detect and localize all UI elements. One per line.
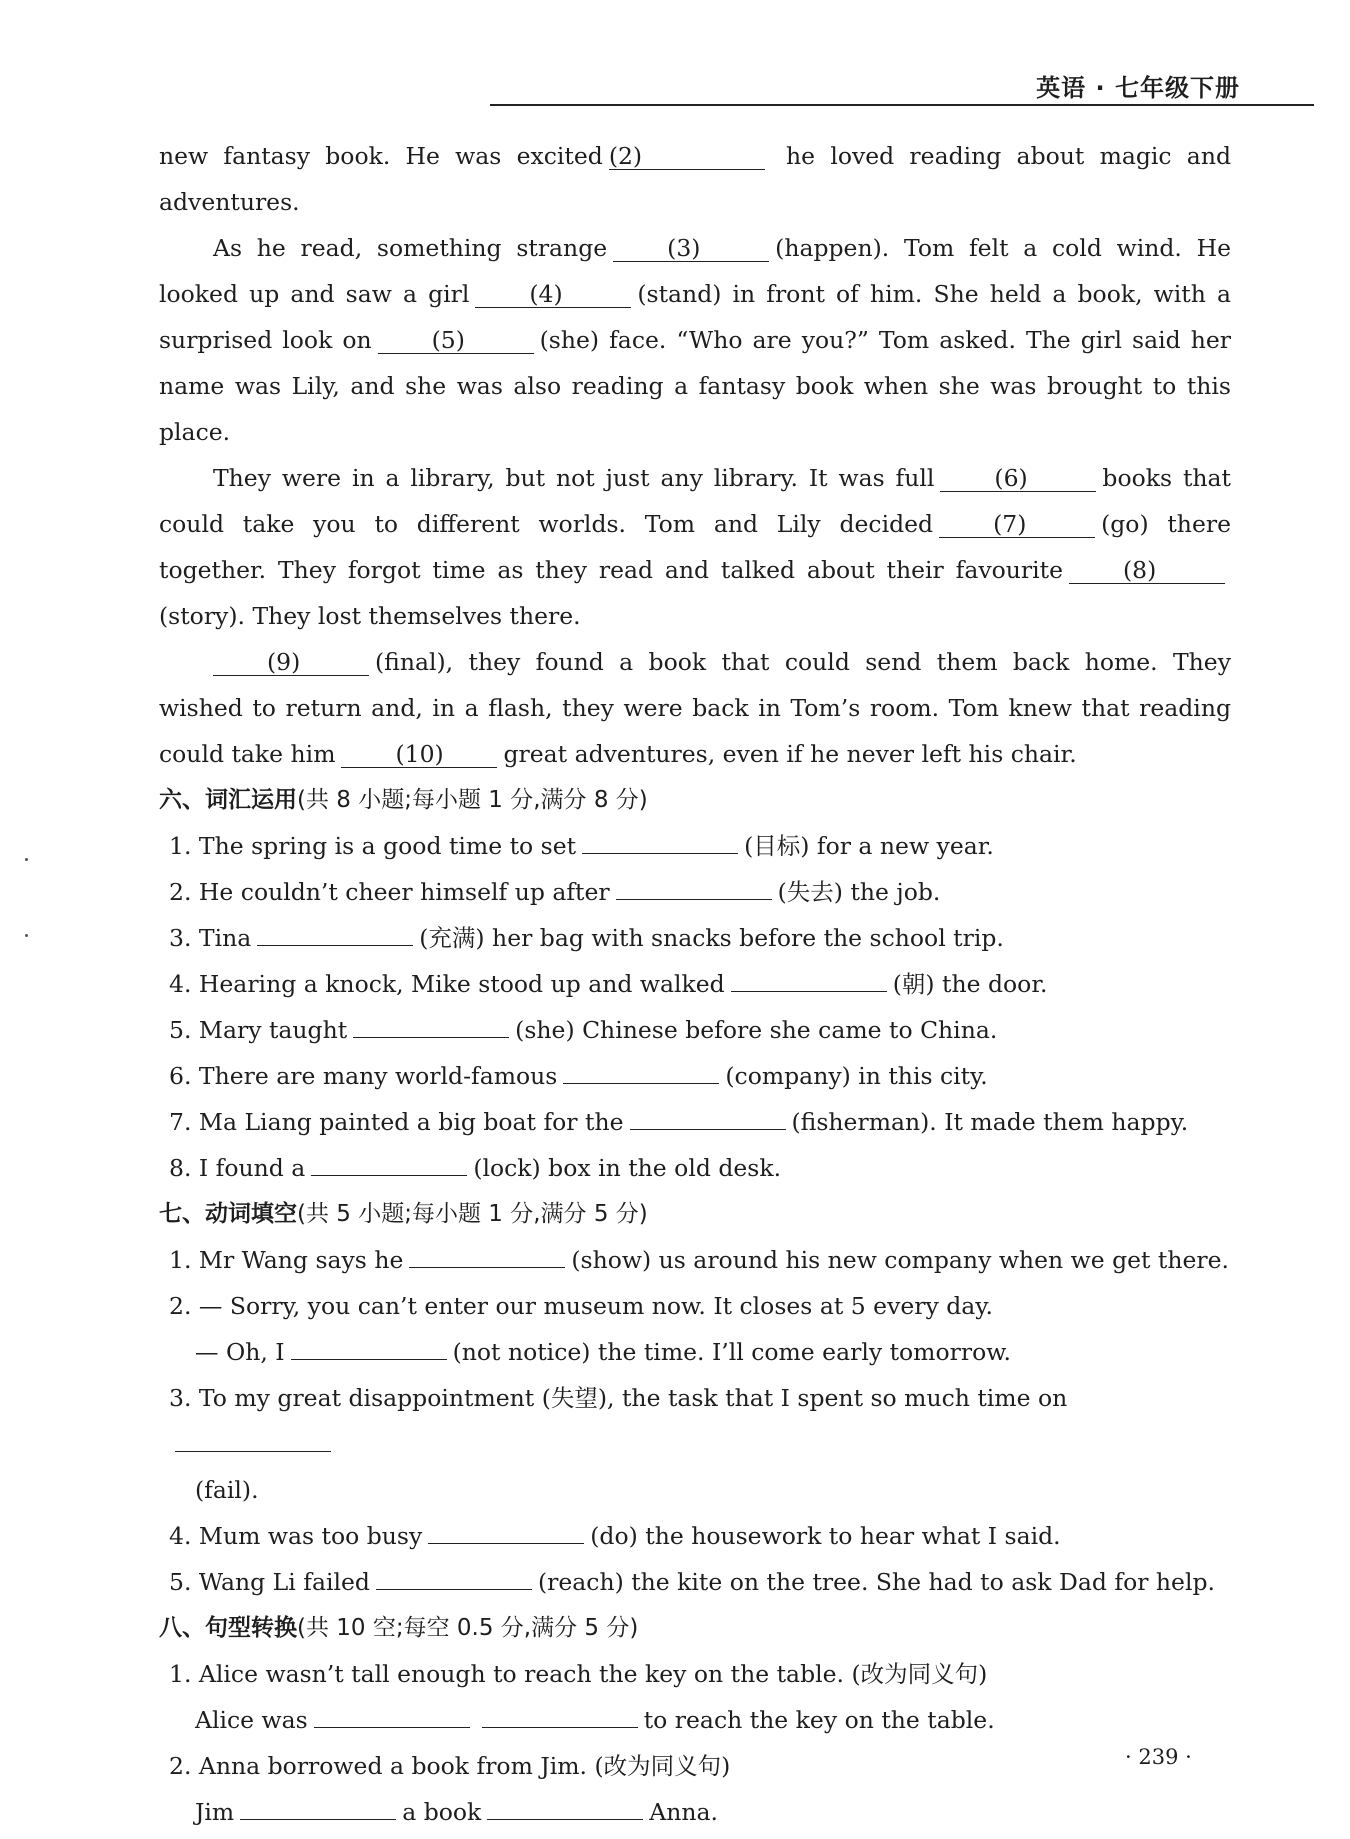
answer-blank[interactable]	[482, 1727, 638, 1728]
s8-item-1-answer: Alice was to reach the key on the table.	[195, 1706, 995, 1734]
blank-7[interactable]: (7)	[939, 511, 1095, 538]
blank-5[interactable]: (5)	[378, 327, 534, 354]
s7-item-2-reply: — Oh, I (not notice) the time. I’ll come early tomorrow.	[195, 1338, 1012, 1366]
answer-blank[interactable]	[311, 1175, 467, 1176]
s8-item-2-answer: Jim a book Anna.	[195, 1798, 719, 1826]
passage-paragraph-4: (9) (final), they found a book that could send them back home. They wished to return and, in a flash, they were back in Tom’s room. Tom knew that reading could take him (10) great adventures, even if he never left his chair.	[159, 648, 1231, 768]
answer-blank[interactable]	[291, 1359, 447, 1360]
blank-3[interactable]: (3)	[613, 235, 769, 262]
blank-6[interactable]: (6)	[940, 465, 1096, 492]
s6-item: 1. The spring is a good time to set (目标) for a new year.	[169, 832, 994, 860]
passage-paragraph-1: new fantasy book. He was excited (2) he loved reading about magic and adventures.	[159, 142, 1231, 216]
s6-item: 6. There are many world-famous (company) in this city.	[169, 1062, 988, 1090]
section-7-heading: 七、动词填空(共 5 小题;每小题 1 分,满分 5 分)	[159, 1201, 648, 1227]
worksheet-content	[159, 133, 1231, 1835]
blank-9[interactable]: (9)	[213, 649, 369, 676]
s7-item-5: 5. Wang Li failed (reach) the kite on the tree. She had to ask Dad for help.	[169, 1568, 1215, 1596]
passage-paragraph-2: As he read, something strange (3) (happen). Tom felt a cold wind. He looked up and saw a girl (4) (stand) in front of him. She held a book, with a surprised look on (5) (she) face. “Who are you?” Tom asked. The girl said her name was Lily, and she was also reading a fantasy book when she was brought to this place.	[159, 234, 1231, 446]
header-rule	[490, 104, 1314, 106]
page-header-title: 英语 · 七年级下册	[1036, 74, 1240, 102]
s6-item: 2. He couldn’t cheer himself up after (失去) the job.	[169, 878, 941, 906]
answer-blank[interactable]	[582, 853, 738, 854]
answer-blank[interactable]	[630, 1129, 786, 1130]
answer-blank[interactable]	[487, 1819, 643, 1820]
page-number: · 239 ·	[1125, 1745, 1192, 1769]
s7-item-3: 3. To my great disappointment (失望), the task that I spent so much time on	[159, 1375, 1231, 1467]
s8-item-2: 2. Anna borrowed a book from Jim. (改为同义句)	[169, 1752, 731, 1780]
answer-blank[interactable]	[409, 1267, 565, 1268]
s7-item-1: 1. Mr Wang says he (show) us around his new company when we get there.	[169, 1246, 1230, 1274]
answer-blank[interactable]	[314, 1727, 470, 1728]
s8-item-1: 1. Alice wasn’t tall enough to reach the key on the table. (改为同义句)	[169, 1660, 988, 1688]
section-6-items	[159, 823, 1231, 1191]
s6-item: 4. Hearing a knock, Mike stood up and walked (朝) the door.	[169, 970, 1048, 998]
blank-4[interactable]: (4)	[475, 281, 631, 308]
s6-item: 7. Ma Liang painted a big boat for the (fisherman). It made them happy.	[169, 1108, 1189, 1136]
s6-item: 3. Tina (充满) her bag with snacks before the school trip.	[169, 924, 1004, 952]
answer-blank[interactable]	[616, 899, 772, 900]
answer-blank[interactable]	[563, 1083, 719, 1084]
passage-paragraph-3: They were in a library, but not just any library. It was full (6) books that could take you to different worlds. Tom and Lily decided (7) (go) there together. They forgot time as they read and talked about their favourite (8)(story). They lost themselves there.	[159, 464, 1231, 630]
blank-10[interactable]: (10)	[341, 741, 497, 768]
s6-item: 8. I found a (lock) box in the old desk.	[169, 1154, 782, 1182]
scan-mark	[25, 858, 28, 861]
answer-blank[interactable]	[240, 1819, 396, 1820]
s6-item: 5. Mary taught (she) Chinese before she came to China.	[169, 1016, 998, 1044]
answer-blank[interactable]	[257, 945, 413, 946]
blank-8[interactable]: (8)	[1069, 557, 1225, 584]
scan-mark	[25, 934, 28, 937]
answer-blank[interactable]	[353, 1037, 509, 1038]
section-6-heading: 六、词汇运用(共 8 小题;每小题 1 分,满分 8 分)	[159, 787, 648, 813]
s7-item-3-cont: (fail).	[195, 1476, 259, 1504]
s7-item-4: 4. Mum was too busy (do) the housework to hear what I said.	[169, 1522, 1061, 1550]
s7-item-2: 2. — Sorry, you can’t enter our museum now. It closes at 5 every day.	[169, 1292, 993, 1320]
answer-blank[interactable]	[376, 1589, 532, 1590]
section-8-heading: 八、句型转换(共 10 空;每空 0.5 分,满分 5 分)	[159, 1615, 639, 1641]
answer-blank[interactable]	[731, 991, 887, 992]
answer-blank[interactable]	[175, 1451, 331, 1452]
answer-blank[interactable]	[428, 1543, 584, 1544]
blank-2[interactable]: (2)	[609, 143, 765, 170]
